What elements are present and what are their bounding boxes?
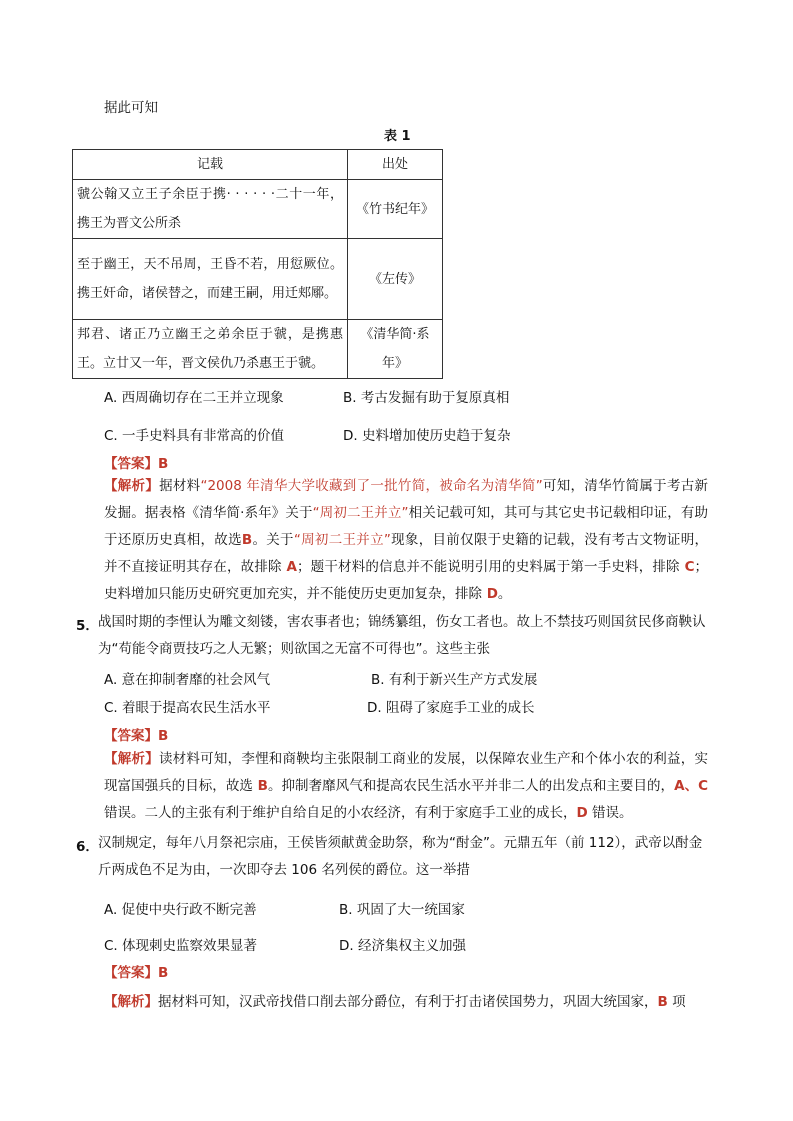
analysis-letter: D — [482, 586, 498, 602]
q6-option-c: C. 体现刺史监察效果显著 — [104, 938, 258, 954]
analysis-text: 项 — [667, 994, 686, 1010]
analysis-quote: “周初二王并立” — [293, 532, 391, 548]
analysis-text: 。 — [497, 586, 512, 602]
q5-analysis — [104, 746, 708, 827]
q5-option-b: B. 有利于新兴生产方式发展 — [371, 672, 538, 688]
analysis-text: 可知，清华竹简属于考古新发掘。据表格《清华简·系年》关于 — [104, 478, 709, 521]
analysis-letter: A — [281, 559, 298, 575]
analysis-text: 错误。二人的主张有利于维护自给自足的小农经济，有利于家庭手工业的成长， — [104, 805, 577, 821]
intro-text: 据此可知 — [104, 100, 158, 116]
table-header-row — [73, 150, 443, 180]
q6-option-a: A. 促使中央行政不断完善 — [104, 902, 257, 918]
analysis-text: ；题干材料的信息并不能说明引用的史料属于第一手史料，排除 — [297, 559, 680, 575]
table-cell-source: 《左传》 — [348, 239, 443, 320]
table-cell-record: 邦君、诸正乃立幽王之弟余臣于虢，是携惠王。立廿又一年，晋文侯仇乃杀惠王于虢。 — [73, 320, 348, 379]
analysis-letter: D — [576, 805, 588, 821]
analysis-text: 。抑制奢靡风气和提高农民生活水平并非二人的出发点和主要目的， — [267, 778, 675, 794]
q5-option-d: D. 阻碍了家庭手工业的成长 — [367, 700, 535, 716]
table-cell-source: 《清华简·系年》 — [348, 320, 443, 379]
table-cell-record: 至于幽王，天不吊周，王昏不若，用愆厥位。携王奸命，诸侯替之，而建王嗣，用迁郏鄏。 — [73, 239, 348, 320]
analysis-letter: B — [252, 778, 268, 794]
q5-option-a: A. 意在抑制奢靡的社会风气 — [104, 672, 271, 688]
analysis-text: 现象，目前仅限于史籍的记载，没有考古文物证明，并不直接证明其存在，故排除 — [104, 532, 708, 575]
analysis-text: ；史料增加只能历史研究更加充实，并不能使历史更加复杂，排除 — [104, 559, 709, 602]
table-header-source: 出处 — [348, 150, 443, 180]
q6-answer: 【答案】B — [104, 965, 169, 981]
q6-analysis-label: 【解析】 — [104, 994, 158, 1010]
q5-option-c: C. 着眼于提高农民生活水平 — [104, 700, 271, 716]
q6-analysis — [104, 989, 708, 1016]
table-cell-source: 《竹书纪年》 — [348, 180, 443, 239]
q4-answer: 【答案】B — [104, 456, 169, 472]
analysis-letter: B — [241, 532, 253, 548]
q4-analysis — [104, 473, 708, 608]
analysis-quote: “2008 年清华大学收藏到了一批竹简，被命名为清华简” — [200, 478, 543, 494]
analysis-text: 。关于 — [252, 532, 294, 548]
q6-option-b: B. 巩固了大一统国家 — [339, 902, 465, 918]
table-row — [73, 320, 443, 379]
analysis-text: 据材料可知，汉武帝找借口削去部分爵位，有利于打击诸侯国势力，巩固大统国家， — [158, 994, 658, 1010]
q5-stem: 战国时期的李悝认为雕文刻镂，害农事者也；锦绣纂组，伤女工者也。故上不禁技巧则国贫民侈商鞅认为“苟能令商贾技巧之人无繁；则欲国之无富不可得也”。这些主张 — [98, 614, 706, 657]
table-header-record: 记载 — [73, 150, 348, 180]
analysis-letter: C — [679, 559, 695, 575]
analysis-text: 据材料 — [159, 478, 201, 494]
analysis-text: 错误。 — [587, 805, 633, 821]
q5-number: 5． — [76, 618, 99, 634]
q6-option-d: D. 经济集权主义加强 — [339, 938, 466, 954]
analysis-quote: “周初二王并立” — [312, 505, 409, 521]
table-row — [73, 180, 443, 239]
table-cell-record: 虢公翰又立王子余臣于携· · · · · ·二十一年，携王为晋文公所杀 — [73, 180, 348, 239]
analysis-text: 相关记载可知，其可与其它史书记载相印证，有助于还原历史真相，故选 — [104, 505, 709, 548]
q5-answer: 【答案】B — [104, 728, 169, 744]
q6-number: 6． — [76, 839, 99, 855]
q4-option-d: D. 史料增加使历史趋于复杂 — [343, 428, 511, 444]
q4-option-c: C. 一手史料具有非常高的价值 — [104, 428, 285, 444]
q4-option-b: B. 考古发掘有助于复原真相 — [343, 390, 510, 406]
analysis-text: 读材料可知，李悝和商鞅均主张限制工商业的发展，以保障农业生产和个体小农的利益，实现富国强兵的目标，故选 — [104, 751, 709, 794]
analysis-letter: A、C — [674, 778, 709, 794]
analysis-letter: B — [657, 994, 668, 1010]
q4-analysis-label: 【解析】 — [104, 478, 160, 494]
q6-stem: 汉制规定，每年八月祭祀宗庙，王侯皆须献黄金助祭，称为“酎金”。元鼎五年（前 112），武帝以酎金斤两成色不足为由，一次即夺去 106 名列侯的爵位。这一举措 — [98, 835, 703, 878]
q4-option-a: A. 西周确切存在二王并立现象 — [104, 390, 284, 406]
q5-analysis-label: 【解析】 — [104, 751, 159, 767]
table-caption: 表 1 — [384, 129, 411, 144]
records-table — [72, 149, 443, 379]
table-row — [73, 239, 443, 320]
